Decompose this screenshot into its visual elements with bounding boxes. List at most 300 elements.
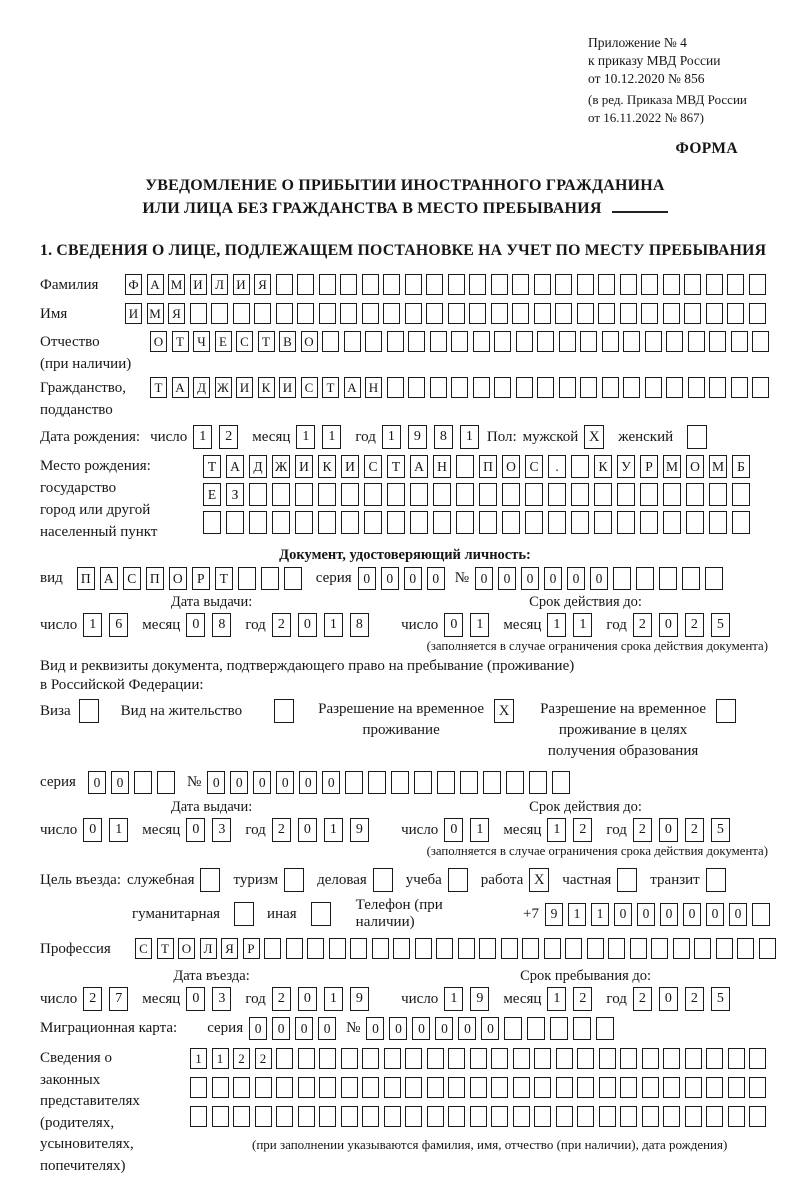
name-cells[interactable] [125, 303, 766, 324]
char-cell[interactable] [456, 511, 474, 534]
char-cell[interactable] [537, 377, 554, 398]
char-cell[interactable] [706, 1077, 723, 1098]
char-cell[interactable]: 9 [408, 425, 427, 449]
char-cell[interactable] [297, 274, 314, 295]
char-cell[interactable]: Л [211, 274, 228, 295]
char-cell[interactable] [716, 938, 733, 959]
char-cell[interactable] [384, 1106, 401, 1127]
char-cell[interactable] [749, 1077, 766, 1098]
char-cell[interactable] [200, 868, 220, 892]
char-cell[interactable] [272, 483, 290, 506]
char-cell[interactable]: 1 [547, 613, 566, 637]
birth-place-row3-cells[interactable] [203, 511, 750, 534]
char-cell[interactable] [405, 1048, 422, 1069]
char-cell[interactable] [255, 1106, 272, 1127]
char-cell[interactable] [276, 1048, 293, 1069]
purpose-private-checkbox[interactable] [617, 868, 637, 892]
char-cell[interactable]: 0 [475, 567, 493, 590]
char-cell[interactable] [298, 1106, 315, 1127]
char-cell[interactable] [749, 274, 766, 295]
char-cell[interactable]: 1 [573, 613, 592, 637]
legal-reps-row1-cells[interactable] [190, 1048, 766, 1069]
char-cell[interactable] [203, 511, 221, 534]
char-cell[interactable] [685, 1106, 702, 1127]
char-cell[interactable]: 9 [350, 987, 369, 1011]
char-cell[interactable] [387, 377, 404, 398]
purpose-tourism-checkbox[interactable] [284, 868, 304, 892]
char-cell[interactable] [571, 455, 589, 478]
residence-permit-checkbox[interactable] [274, 699, 294, 723]
char-cell[interactable] [534, 274, 551, 295]
char-cell[interactable]: 1 [212, 1048, 229, 1069]
char-cell[interactable]: В [279, 331, 296, 352]
char-cell[interactable] [534, 1048, 551, 1069]
char-cell[interactable]: 0 [111, 771, 129, 794]
char-cell[interactable] [577, 274, 594, 295]
char-cell[interactable]: З [226, 483, 244, 506]
char-cell[interactable] [501, 938, 518, 959]
char-cell[interactable]: 0 [186, 987, 205, 1011]
char-cell[interactable] [534, 1106, 551, 1127]
char-cell[interactable] [276, 303, 293, 324]
char-cell[interactable] [706, 1106, 723, 1127]
char-cell[interactable]: 0 [660, 903, 678, 926]
char-cell[interactable] [307, 938, 324, 959]
sex-female-checkbox[interactable] [687, 425, 707, 449]
identity-issue-day-cells[interactable] [83, 613, 128, 637]
char-cell[interactable] [479, 938, 496, 959]
char-cell[interactable] [731, 377, 748, 398]
char-cell[interactable]: 0 [412, 1017, 430, 1040]
char-cell[interactable]: 0 [458, 1017, 476, 1040]
char-cell[interactable] [373, 868, 393, 892]
char-cell[interactable]: 0 [298, 987, 317, 1011]
char-cell[interactable]: 0 [299, 771, 317, 794]
char-cell[interactable] [673, 938, 690, 959]
char-cell[interactable] [318, 483, 336, 506]
char-cell[interactable] [157, 771, 175, 794]
char-cell[interactable] [491, 274, 508, 295]
identity-doc-kind-cells[interactable] [77, 567, 302, 590]
char-cell[interactable] [594, 511, 612, 534]
char-cell[interactable] [410, 511, 428, 534]
char-cell[interactable] [276, 274, 293, 295]
char-cell[interactable] [513, 1106, 530, 1127]
char-cell[interactable] [491, 1106, 508, 1127]
char-cell[interactable] [749, 1106, 766, 1127]
char-cell[interactable] [752, 331, 769, 352]
char-cell[interactable] [608, 938, 625, 959]
identity-issue-month-cells[interactable] [186, 613, 231, 637]
char-cell[interactable] [728, 1048, 745, 1069]
char-cell[interactable]: 8 [434, 425, 453, 449]
char-cell[interactable] [727, 274, 744, 295]
char-cell[interactable] [384, 1048, 401, 1069]
char-cell[interactable]: О [150, 331, 167, 352]
char-cell[interactable] [556, 1048, 573, 1069]
purpose-other-checkbox[interactable] [311, 902, 331, 926]
char-cell[interactable] [687, 425, 707, 449]
char-cell[interactable] [297, 303, 314, 324]
char-cell[interactable] [599, 1077, 616, 1098]
char-cell[interactable]: А [410, 455, 428, 478]
char-cell[interactable] [473, 377, 490, 398]
char-cell[interactable]: 9 [470, 987, 489, 1011]
char-cell[interactable] [565, 938, 582, 959]
char-cell[interactable] [341, 1106, 358, 1127]
legal-reps-row2-cells[interactable] [190, 1077, 766, 1098]
char-cell[interactable]: 2 [573, 987, 592, 1011]
char-cell[interactable] [234, 902, 254, 926]
char-cell[interactable] [502, 511, 520, 534]
char-cell[interactable]: 0 [358, 567, 376, 590]
purpose-study-checkbox[interactable] [448, 868, 468, 892]
char-cell[interactable] [319, 303, 336, 324]
char-cell[interactable] [190, 303, 207, 324]
char-cell[interactable]: Т [258, 331, 275, 352]
char-cell[interactable]: 0 [659, 818, 678, 842]
char-cell[interactable]: 2 [573, 818, 592, 842]
residence-expiry-year-cells[interactable] [633, 818, 730, 842]
char-cell[interactable]: X [584, 425, 604, 449]
char-cell[interactable] [684, 303, 701, 324]
char-cell[interactable] [249, 483, 267, 506]
char-cell[interactable] [623, 377, 640, 398]
char-cell[interactable]: М [709, 455, 727, 478]
char-cell[interactable]: Т [203, 455, 221, 478]
char-cell[interactable] [391, 771, 409, 794]
char-cell[interactable] [663, 511, 681, 534]
char-cell[interactable]: У [617, 455, 635, 478]
char-cell[interactable]: 0 [659, 613, 678, 637]
char-cell[interactable] [383, 274, 400, 295]
char-cell[interactable] [311, 902, 331, 926]
char-cell[interactable]: 0 [590, 567, 608, 590]
char-cell[interactable]: И [279, 377, 296, 398]
char-cell[interactable] [405, 1077, 422, 1098]
char-cell[interactable]: И [295, 455, 313, 478]
char-cell[interactable] [479, 483, 497, 506]
char-cell[interactable] [684, 274, 701, 295]
char-cell[interactable] [387, 331, 404, 352]
char-cell[interactable]: А [172, 377, 189, 398]
char-cell[interactable]: 2 [685, 987, 704, 1011]
char-cell[interactable] [577, 1077, 594, 1098]
char-cell[interactable] [555, 303, 572, 324]
char-cell[interactable] [571, 483, 589, 506]
char-cell[interactable] [640, 483, 658, 506]
char-cell[interactable]: 0 [567, 567, 585, 590]
char-cell[interactable] [368, 771, 386, 794]
char-cell[interactable] [430, 377, 447, 398]
identity-expiry-year-cells[interactable] [633, 613, 730, 637]
char-cell[interactable] [705, 567, 723, 590]
char-cell[interactable] [620, 274, 637, 295]
char-cell[interactable]: 0 [444, 613, 463, 637]
char-cell[interactable] [594, 483, 612, 506]
stay-year-cells[interactable] [633, 987, 730, 1011]
char-cell[interactable]: Т [172, 331, 189, 352]
char-cell[interactable]: X [529, 868, 549, 892]
char-cell[interactable] [427, 1077, 444, 1098]
char-cell[interactable]: Е [215, 331, 232, 352]
char-cell[interactable] [491, 1048, 508, 1069]
char-cell[interactable] [233, 1077, 250, 1098]
char-cell[interactable] [427, 1048, 444, 1069]
char-cell[interactable]: О [169, 567, 187, 590]
char-cell[interactable] [456, 483, 474, 506]
char-cell[interactable]: С [364, 455, 382, 478]
char-cell[interactable]: К [258, 377, 275, 398]
char-cell[interactable]: 1 [382, 425, 401, 449]
char-cell[interactable] [387, 483, 405, 506]
char-cell[interactable] [640, 511, 658, 534]
char-cell[interactable] [636, 567, 654, 590]
char-cell[interactable]: Л [200, 938, 217, 959]
purpose-transit-checkbox[interactable] [706, 868, 726, 892]
char-cell[interactable] [552, 771, 570, 794]
char-cell[interactable] [686, 483, 704, 506]
char-cell[interactable]: 1 [322, 425, 341, 449]
char-cell[interactable]: 5 [711, 613, 730, 637]
char-cell[interactable] [556, 1106, 573, 1127]
edu-permit-checkbox[interactable] [716, 699, 736, 723]
char-cell[interactable] [405, 303, 422, 324]
char-cell[interactable] [340, 274, 357, 295]
purpose-official-checkbox[interactable] [200, 868, 220, 892]
char-cell[interactable] [341, 1077, 358, 1098]
char-cell[interactable] [534, 1077, 551, 1098]
stay-day-cells[interactable] [444, 987, 489, 1011]
migration-card-number-cells[interactable] [366, 1017, 614, 1040]
char-cell[interactable] [284, 567, 302, 590]
char-cell[interactable]: 1 [470, 613, 489, 637]
char-cell[interactable] [617, 868, 637, 892]
char-cell[interactable] [473, 331, 490, 352]
char-cell[interactable] [759, 938, 776, 959]
char-cell[interactable]: П [77, 567, 95, 590]
char-cell[interactable] [663, 274, 680, 295]
char-cell[interactable]: Я [168, 303, 185, 324]
char-cell[interactable]: 0 [249, 1017, 267, 1040]
char-cell[interactable]: 7 [109, 987, 128, 1011]
char-cell[interactable]: И [125, 303, 142, 324]
char-cell[interactable] [666, 377, 683, 398]
char-cell[interactable] [430, 331, 447, 352]
char-cell[interactable] [211, 303, 228, 324]
char-cell[interactable] [504, 1017, 522, 1040]
char-cell[interactable] [686, 511, 704, 534]
char-cell[interactable]: К [318, 455, 336, 478]
char-cell[interactable] [362, 1077, 379, 1098]
identity-issue-year-cells[interactable] [272, 613, 369, 637]
char-cell[interactable] [319, 1048, 336, 1069]
char-cell[interactable] [437, 771, 455, 794]
char-cell[interactable]: О [686, 455, 704, 478]
char-cell[interactable] [340, 303, 357, 324]
char-cell[interactable]: 2 [272, 987, 291, 1011]
char-cell[interactable]: 1 [460, 425, 479, 449]
char-cell[interactable] [322, 331, 339, 352]
char-cell[interactable] [602, 331, 619, 352]
birth-year-cells[interactable] [382, 425, 479, 449]
char-cell[interactable] [483, 771, 501, 794]
visa-checkbox[interactable] [79, 699, 99, 723]
char-cell[interactable] [620, 1077, 637, 1098]
char-cell[interactable]: 1 [547, 987, 566, 1011]
char-cell[interactable]: С [135, 938, 152, 959]
identity-doc-series-cells[interactable] [358, 567, 445, 590]
char-cell[interactable] [426, 274, 443, 295]
char-cell[interactable] [387, 511, 405, 534]
char-cell[interactable]: 0 [435, 1017, 453, 1040]
char-cell[interactable] [393, 938, 410, 959]
residence-doc-number-cells[interactable] [207, 771, 570, 794]
char-cell[interactable] [512, 303, 529, 324]
char-cell[interactable]: 0 [88, 771, 106, 794]
char-cell[interactable]: 5 [711, 987, 730, 1011]
profession-cells[interactable] [135, 938, 776, 959]
char-cell[interactable]: И [190, 274, 207, 295]
identity-expiry-month-cells[interactable] [547, 613, 592, 637]
phone-cells[interactable] [545, 903, 770, 926]
char-cell[interactable] [731, 331, 748, 352]
residence-issue-month-cells[interactable] [186, 818, 231, 842]
char-cell[interactable] [617, 483, 635, 506]
char-cell[interactable] [226, 511, 244, 534]
char-cell[interactable] [688, 377, 705, 398]
char-cell[interactable]: О [178, 938, 195, 959]
char-cell[interactable]: X [494, 699, 514, 723]
char-cell[interactable] [502, 483, 520, 506]
char-cell[interactable] [448, 1048, 465, 1069]
char-cell[interactable]: 2 [633, 818, 652, 842]
char-cell[interactable] [732, 511, 750, 534]
char-cell[interactable]: Я [221, 938, 238, 959]
char-cell[interactable]: 6 [109, 613, 128, 637]
entry-year-cells[interactable] [272, 987, 369, 1011]
char-cell[interactable] [737, 938, 754, 959]
char-cell[interactable]: 0 [498, 567, 516, 590]
char-cell[interactable]: 8 [350, 613, 369, 637]
char-cell[interactable] [522, 938, 539, 959]
citizenship-cells[interactable] [150, 377, 769, 398]
char-cell[interactable] [694, 938, 711, 959]
char-cell[interactable] [479, 511, 497, 534]
char-cell[interactable]: 9 [545, 903, 563, 926]
char-cell[interactable] [341, 483, 359, 506]
char-cell[interactable] [613, 567, 631, 590]
char-cell[interactable] [364, 483, 382, 506]
residence-expiry-month-cells[interactable] [547, 818, 592, 842]
char-cell[interactable] [716, 699, 736, 723]
char-cell[interactable] [550, 1017, 568, 1040]
char-cell[interactable] [341, 1048, 358, 1069]
char-cell[interactable]: 0 [683, 903, 701, 926]
legal-reps-row3-cells[interactable] [190, 1106, 766, 1127]
char-cell[interactable]: 0 [729, 903, 747, 926]
char-cell[interactable]: 0 [186, 613, 205, 637]
char-cell[interactable]: 0 [521, 567, 539, 590]
char-cell[interactable] [264, 938, 281, 959]
char-cell[interactable] [688, 331, 705, 352]
char-cell[interactable]: 2 [685, 818, 704, 842]
char-cell[interactable] [470, 1077, 487, 1098]
char-cell[interactable]: 1 [83, 613, 102, 637]
char-cell[interactable] [298, 1048, 315, 1069]
char-cell[interactable] [448, 274, 465, 295]
char-cell[interactable] [642, 1077, 659, 1098]
char-cell[interactable] [620, 303, 637, 324]
patronymic-cells[interactable] [150, 331, 769, 352]
char-cell[interactable]: Т [150, 377, 167, 398]
char-cell[interactable]: Ж [272, 455, 290, 478]
char-cell[interactable] [448, 1077, 465, 1098]
purpose-work-checkbox[interactable] [529, 868, 549, 892]
char-cell[interactable] [415, 938, 432, 959]
char-cell[interactable]: Т [322, 377, 339, 398]
char-cell[interactable] [663, 483, 681, 506]
char-cell[interactable]: А [147, 274, 164, 295]
char-cell[interactable]: 0 [381, 567, 399, 590]
char-cell[interactable]: 2 [219, 425, 238, 449]
char-cell[interactable] [79, 699, 99, 723]
char-cell[interactable] [516, 377, 533, 398]
char-cell[interactable]: 0 [83, 818, 102, 842]
char-cell[interactable]: Д [193, 377, 210, 398]
char-cell[interactable] [555, 274, 572, 295]
birth-month-cells[interactable] [296, 425, 341, 449]
char-cell[interactable] [709, 511, 727, 534]
char-cell[interactable]: 1 [591, 903, 609, 926]
char-cell[interactable] [384, 1077, 401, 1098]
char-cell[interactable] [298, 1077, 315, 1098]
char-cell[interactable] [494, 377, 511, 398]
identity-expiry-day-cells[interactable] [444, 613, 489, 637]
char-cell[interactable] [458, 938, 475, 959]
char-cell[interactable]: Ж [215, 377, 232, 398]
char-cell[interactable] [272, 511, 290, 534]
char-cell[interactable]: 0 [253, 771, 271, 794]
char-cell[interactable] [527, 1017, 545, 1040]
char-cell[interactable] [752, 903, 770, 926]
char-cell[interactable] [494, 331, 511, 352]
char-cell[interactable] [598, 303, 615, 324]
char-cell[interactable]: 1 [547, 818, 566, 842]
char-cell[interactable] [233, 1106, 250, 1127]
char-cell[interactable]: 0 [614, 903, 632, 926]
char-cell[interactable] [238, 567, 256, 590]
char-cell[interactable] [427, 1106, 444, 1127]
char-cell[interactable]: 0 [659, 987, 678, 1011]
char-cell[interactable]: 1 [109, 818, 128, 842]
char-cell[interactable] [405, 1106, 422, 1127]
char-cell[interactable] [436, 938, 453, 959]
temp-permit-checkbox[interactable] [494, 699, 514, 723]
char-cell[interactable] [255, 1077, 272, 1098]
char-cell[interactable]: Н [433, 455, 451, 478]
char-cell[interactable] [470, 1106, 487, 1127]
char-cell[interactable]: 0 [230, 771, 248, 794]
char-cell[interactable]: С [236, 331, 253, 352]
char-cell[interactable]: 5 [711, 818, 730, 842]
char-cell[interactable] [641, 274, 658, 295]
char-cell[interactable] [663, 1077, 680, 1098]
char-cell[interactable] [383, 303, 400, 324]
char-cell[interactable]: 3 [212, 818, 231, 842]
char-cell[interactable] [190, 1077, 207, 1098]
char-cell[interactable] [513, 1048, 530, 1069]
